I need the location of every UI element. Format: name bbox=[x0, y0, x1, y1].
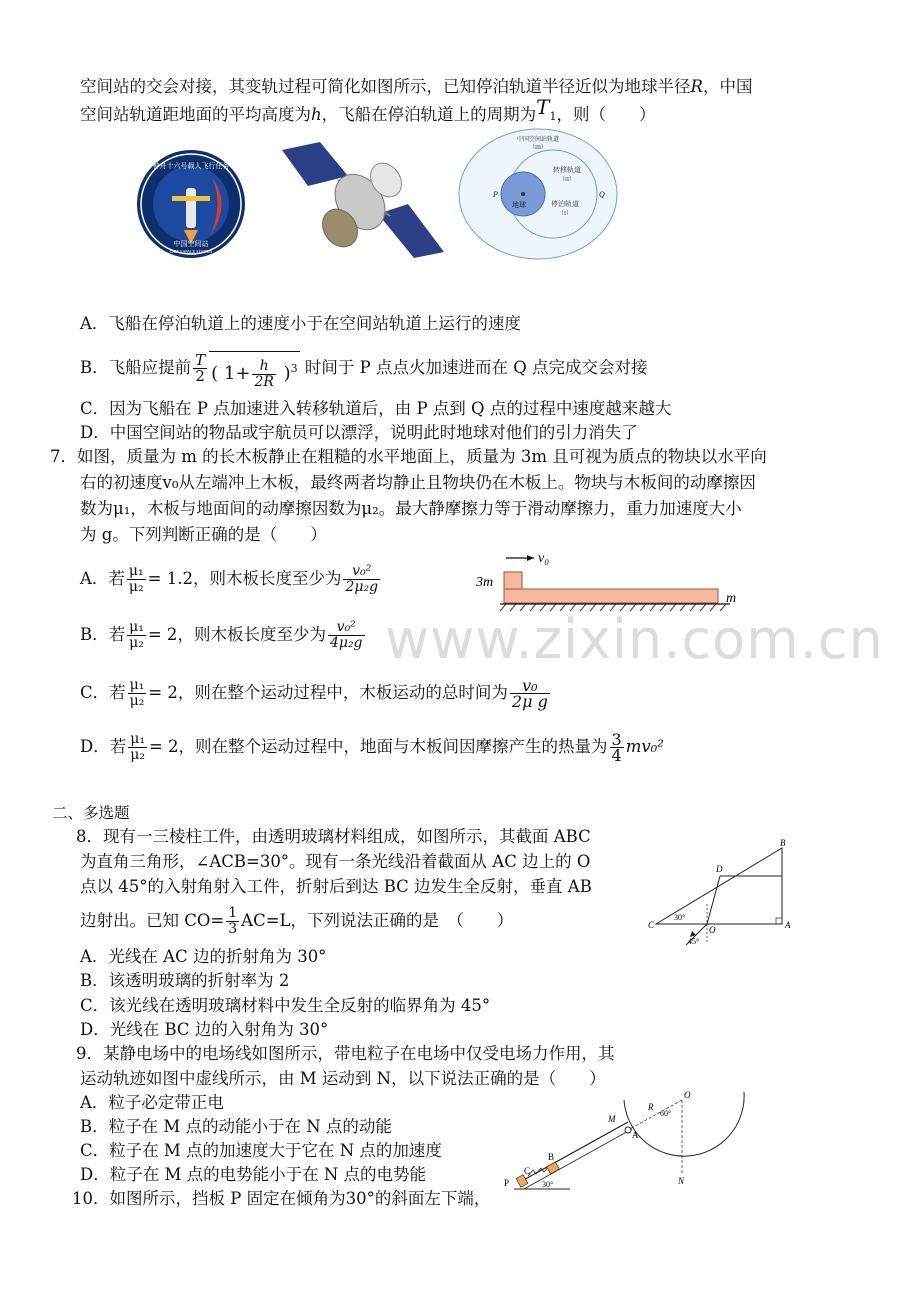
point-q-label: Q bbox=[599, 190, 605, 199]
orbit-iii-number: （III） bbox=[529, 145, 547, 151]
q7-fig-block-label: 3m bbox=[476, 575, 494, 590]
badge-bottom-text: 中国空间站 bbox=[173, 240, 209, 248]
q8-stem-line1: 8．现有一三棱柱工件，由透明玻璃材料组成，如图所示，其截面 ABC bbox=[76, 827, 591, 846]
q7-stem-line3: 数为μ₁，木板与地面间的动摩擦因数为μ₂。最大静摩擦力等于滑动摩擦力，重力加速度大小 bbox=[80, 499, 742, 518]
q8-option-b: B．该透明玻璃的折射率为 2 bbox=[80, 971, 290, 990]
q7-stem-line1: 7．如图，质量为 m 的长木板静止在粗糙的水平地面上，质量为 3m 且可视为质点的物块以水平向 bbox=[50, 447, 767, 466]
q6-stem-line2: 空间站轨道距地面的平均高度为h，飞船在停泊轨道上的周期为T1，则（ ） bbox=[80, 95, 656, 124]
orbit-ii-number: （II） bbox=[559, 177, 575, 183]
q9-fig-radius-r: R bbox=[648, 1102, 654, 1112]
q9-fig-plate-p: P bbox=[504, 1178, 510, 1188]
q8-fig-point-d: D bbox=[716, 864, 723, 874]
q8-prism-figure bbox=[646, 834, 796, 946]
q7-option-c: C．若 $\frac{\text{μ₁}}{\text{μ₂}}$ = 2，则在整个运动过程中，木板运动的总时间为 $\frac{\text{v₀}}{\text{2μ g}}$ bbox=[80, 676, 548, 711]
badge-top-text: 神舟十六号载人飞行任务 bbox=[152, 162, 230, 170]
q6-stem-line1: 空间站的交会对接，其变轨过程可简化如图所示，已知停泊轨道半径近似为地球半径R，中国 bbox=[80, 77, 753, 96]
q10-stem-line1: 10．如图所示，挡板 P 固定在倾角为30°的斜面左下端， bbox=[72, 1189, 491, 1208]
q8-stem-line4: 边射出。已知 CO= $\frac{1}{3}$ AC=L，下列说法正确的是 （ ） bbox=[80, 905, 514, 937]
q8-option-d: D．光线在 BC 边的入射角为 30° bbox=[80, 1020, 329, 1039]
q9-fig-point-b: B bbox=[548, 1152, 555, 1162]
q9-fig-point-n: N bbox=[678, 1176, 685, 1186]
q8-option-c: C．该光线在透明玻璃材料中发生全反射的临界角为 45° bbox=[80, 996, 491, 1015]
q8-fig-vertex-c: C bbox=[648, 920, 655, 930]
q6-option-c: C．因为飞船在 P 点加速进入转移轨道后，由 P 点到 Q 点的过程中速度越来越大 bbox=[80, 399, 672, 418]
mission-badge-image bbox=[132, 148, 250, 260]
watermark: www.zixin.com.cn bbox=[385, 608, 884, 671]
q7-fig-board-label: m bbox=[726, 591, 737, 606]
point-p-label: P bbox=[493, 190, 498, 199]
q7-option-b: B．若 $\frac{\text{μ₁}}{\text{μ₂}}$ = 2，则木板长度至少为 $\frac{\text{v₀²}}{\text{4μ₂g}}$ bbox=[80, 619, 363, 651]
q9-fig-point-c: C bbox=[524, 1166, 531, 1176]
q9-option-b: B．粒子在 M 点的动能小于在 N 点的动能 bbox=[80, 1117, 392, 1136]
q6-option-a: A．飞船在停泊轨道上的速度小于在空间站轨道上运行的速度 bbox=[80, 314, 521, 333]
q8-fig-angle-45: 45° bbox=[688, 937, 700, 946]
section-title-multi-choice: 二、多选题 bbox=[52, 804, 130, 822]
q7-fig-velocity-label: v₀ bbox=[538, 551, 550, 566]
q9-stem-line2: 运动轨迹如图中虚线所示，由 M 运动到 N，以下说法正确的是（ ） bbox=[80, 1069, 606, 1088]
q9-option-c: C．粒子在 M 点的加速度大于它在 N 点的加速度 bbox=[80, 1141, 442, 1160]
q9-stem-line1: 9．某静电场中的电场线如图所示，带电粒子在电场中仅受电场力作用，其 bbox=[76, 1044, 615, 1063]
q7-stem-line2: 右的初速度v₀从左端冲上木板，最终两者均静止且物块仍在木板上。物块与木板间的动摩擦因 bbox=[80, 473, 756, 492]
q9-fig-point-m: M bbox=[608, 1114, 616, 1124]
q9-option-a: A．粒子必定带正电 bbox=[80, 1093, 224, 1112]
orbit-i-number: （I） bbox=[558, 211, 572, 217]
earth-label: 地球 bbox=[512, 201, 526, 209]
q9-fig-angle-60: 60° bbox=[660, 1109, 672, 1118]
q7-stem-line4: 为 g。下列判断正确的是（ ） bbox=[80, 525, 327, 544]
badge-bottom-en-text: CHINA SPACE STATION bbox=[169, 249, 213, 254]
q9-option-d: D．粒子在 M 点的电势能小于在 N 点的电势能 bbox=[80, 1165, 427, 1184]
q9-slope-arc-figure bbox=[500, 1070, 750, 1198]
q9-fig-center-o: O bbox=[684, 1090, 691, 1100]
orbit-ii-label: 转移轨道 bbox=[553, 166, 581, 174]
q7-board-figure bbox=[472, 548, 752, 614]
q8-fig-vertex-a: A bbox=[785, 920, 791, 930]
q8-option-a: A．光线在 AC 边的折射角为 30° bbox=[80, 947, 327, 966]
orbit-diagram bbox=[457, 128, 619, 262]
q8-fig-point-o: O bbox=[709, 925, 716, 935]
q7-option-d: D．若 $\frac{\text{μ₁}}{\text{μ₂}}$ = 2，则在整个运动过程中，地面与木板间因摩擦产生的热量为 $\frac{3}{4}$ mv₀² bbox=[80, 730, 664, 765]
orbit-i-label: 停泊轨道 bbox=[551, 200, 579, 208]
orbit-iii-label: 中国空间站轨道 bbox=[516, 137, 560, 143]
q7-option-a: A．若 $\frac{\text{μ₁}}{\text{μ₂}}$ = 1.2，则木板长度至少为 $\frac{\text{v₀²}}{\text{2μ₂g}}$ bbox=[80, 563, 379, 595]
q6-option-b: B．飞船应提前 $\frac{T}{2}$ ( 1+ $\frac{h}{2R}$ )$^3$ 时间于 P 点点火加速进而在 Q 点完成交会对接 bbox=[80, 351, 648, 390]
spacecraft-image bbox=[278, 140, 446, 258]
q9-fig-point-a: A bbox=[632, 1130, 639, 1140]
q8-fig-angle-30: 30° bbox=[674, 913, 686, 922]
q8-stem-line2: 为直角三角形，∠ACB=30°。现有一条光线沿着截面从 AC 边上的 O bbox=[80, 852, 591, 871]
q8-stem-line3: 点以 45°的入射角射入工件，折射后到达 BC 边发生全反射，垂直 AB bbox=[80, 877, 592, 896]
q6-option-d: D．中国空间站的物品或宇航员可以漂浮，说明此时地球对他们的引力消失了 bbox=[80, 423, 638, 442]
q9-fig-angle-30: 30° bbox=[542, 1180, 554, 1189]
q8-fig-vertex-b: B bbox=[780, 838, 786, 848]
